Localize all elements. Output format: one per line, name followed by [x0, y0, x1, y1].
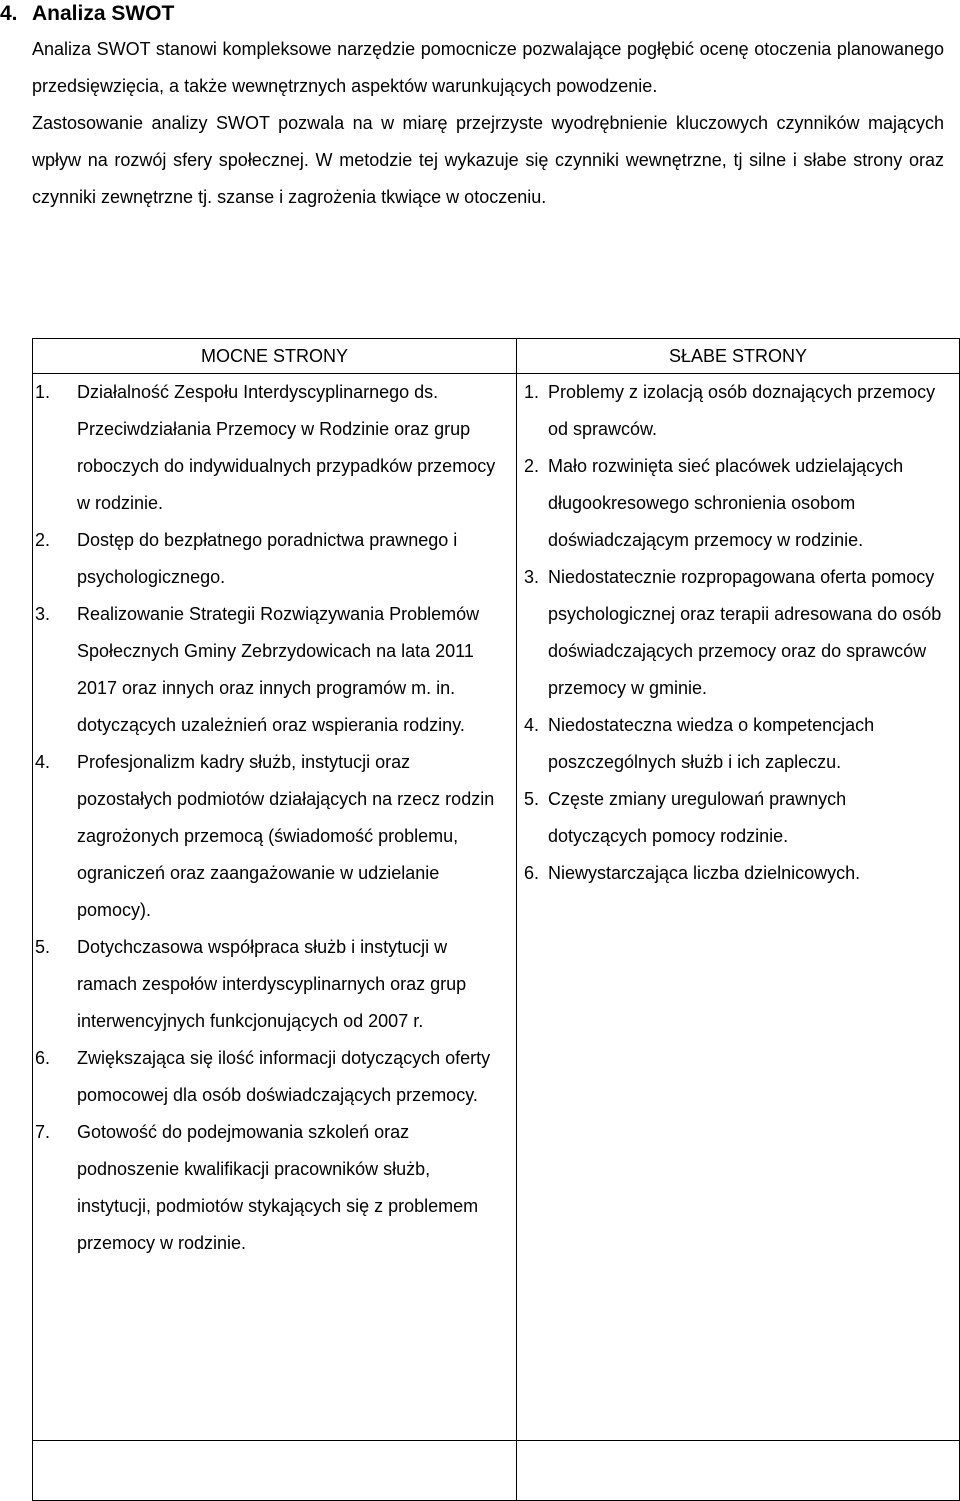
weakness-item [524, 855, 949, 892]
item-number: 2. [524, 456, 540, 476]
swot-content-row [33, 374, 960, 1441]
item-text: Działalność Zespołu Interdyscyplinarnego ds. Przeciwdziałania Przemocy w Rodzinie oraz grup roboczych do indywidualnych przypadków przemocy w rodzinie. [77, 382, 496, 513]
opportunities-cell [33, 1441, 517, 1501]
item-text: Zwiększająca się ilość informacji dotyczących oferty pomocowej dla osób doświadczających przemocy. [77, 1048, 491, 1105]
weaknesses-header: SŁABE STRONY [517, 339, 960, 374]
weakness-item [524, 448, 949, 559]
strength-item [35, 596, 506, 744]
weakness-item [524, 781, 949, 855]
item-number: 6. [524, 863, 540, 883]
strength-item [35, 522, 506, 596]
strengths-cell [33, 374, 517, 1441]
intro-paragraph-2: Zastosowanie analizy SWOT pozwala na w miarę przejrzyste wyodrębnienie kluczowych czynników mających wpływ na rozwój sfery społecznej. W metodzie tej wykazuje się czynniki wewnętrzne, tj silne i słabe strony oraz czynniki zewnętrzne tj. szanse i zagrożenia tkwiące w otoczeniu. [32, 113, 944, 207]
item-text: Częste zmiany uregulowań prawnych dotyczących pomocy rodzinie. [548, 789, 847, 846]
strength-item [35, 374, 506, 522]
section-number: 4. [0, 2, 18, 25]
item-number: 2. [35, 530, 51, 550]
item-text: Realizowanie Strategii Rozwiązywania Problemów Społecznych Gminy Zebrzydowicach na lata 2011 2017 oraz innych oraz innych programów m. in. dotyczących uzależnień oraz wspierania rodziny. [77, 604, 480, 735]
weaknesses-list [517, 374, 959, 892]
swot-table [32, 338, 960, 1501]
item-text: Gotowość do podejmowania szkoleń oraz podnoszenie kwalifikacji pracowników służb, instytucji, podmiotów stykających się z problemem przemocy w rodzinie. [77, 1122, 479, 1253]
item-number: 5. [524, 789, 540, 809]
threats-cell [517, 1441, 960, 1501]
item-number: 7. [35, 1122, 51, 1142]
weakness-item [524, 559, 949, 707]
item-number: 5. [35, 937, 51, 957]
item-number: 3. [524, 567, 540, 587]
item-text: Dotychczasowa współpraca służb i instytucji w ramach zespołów interdyscyplinarnych oraz grup interwencyjnych funkcjonujących od 2007 r. [77, 937, 467, 1031]
strength-item [35, 1114, 506, 1262]
item-text: Problemy z izolacją osób doznających przemocy od sprawców. [548, 382, 936, 439]
item-number: 4. [524, 715, 540, 735]
item-text: Niewystarczająca liczba dzielnicowych. [548, 863, 861, 883]
item-number: 3. [35, 604, 51, 624]
strength-item [35, 929, 506, 1040]
section-heading [0, 0, 960, 28]
item-text: Dostęp do bezpłatnego poradnictwa prawnego i psychologicznego. [77, 530, 458, 587]
item-text: Profesjonalizm kadry służb, instytucji oraz pozostałych podmiotów działających na rzecz rodzin zagrożonych przemocą (świadomość problemu, ograniczeń oraz zaangażowanie w udzielanie pomocy). [77, 752, 495, 920]
item-text: Niedostatecznie rozpropagowana oferta pomocy psychologicznej oraz terapii adresowana do osób doświadczających przemocy oraz do sprawców przemocy w gminie. [548, 567, 942, 698]
swot-header-row [33, 339, 960, 374]
strength-item [35, 1040, 506, 1114]
weakness-item [524, 374, 949, 448]
strength-item [35, 744, 506, 929]
item-text: Mało rozwinięta sieć placówek udzielających długookresowego schronienia osobom doświadczającym przemocy w rodzinie. [548, 456, 904, 550]
item-text: Niedostateczna wiedza o kompetencjach poszczególnych służb i ich zapleczu. [548, 715, 875, 772]
intro-paragraph-1: Analiza SWOT stanowi kompleksowe narzędzie pomocnicze pozwalające pogłębić ocenę otoczenia planowanego przedsięwzięcia, a także wewnętrznych aspektów warunkujących powodzenie. [32, 39, 944, 96]
item-number: 1. [524, 382, 540, 402]
strengths-header: MOCNE STRONY [33, 339, 517, 374]
strengths-list [33, 374, 516, 1262]
item-number: 6. [35, 1048, 51, 1068]
section-title: Analiza SWOT [32, 2, 175, 25]
item-number: 1. [35, 382, 51, 402]
intro-text [32, 31, 944, 216]
weaknesses-cell [517, 374, 960, 1441]
swot-empty-row [33, 1441, 960, 1501]
item-number: 4. [35, 752, 51, 772]
weakness-item [524, 707, 949, 781]
